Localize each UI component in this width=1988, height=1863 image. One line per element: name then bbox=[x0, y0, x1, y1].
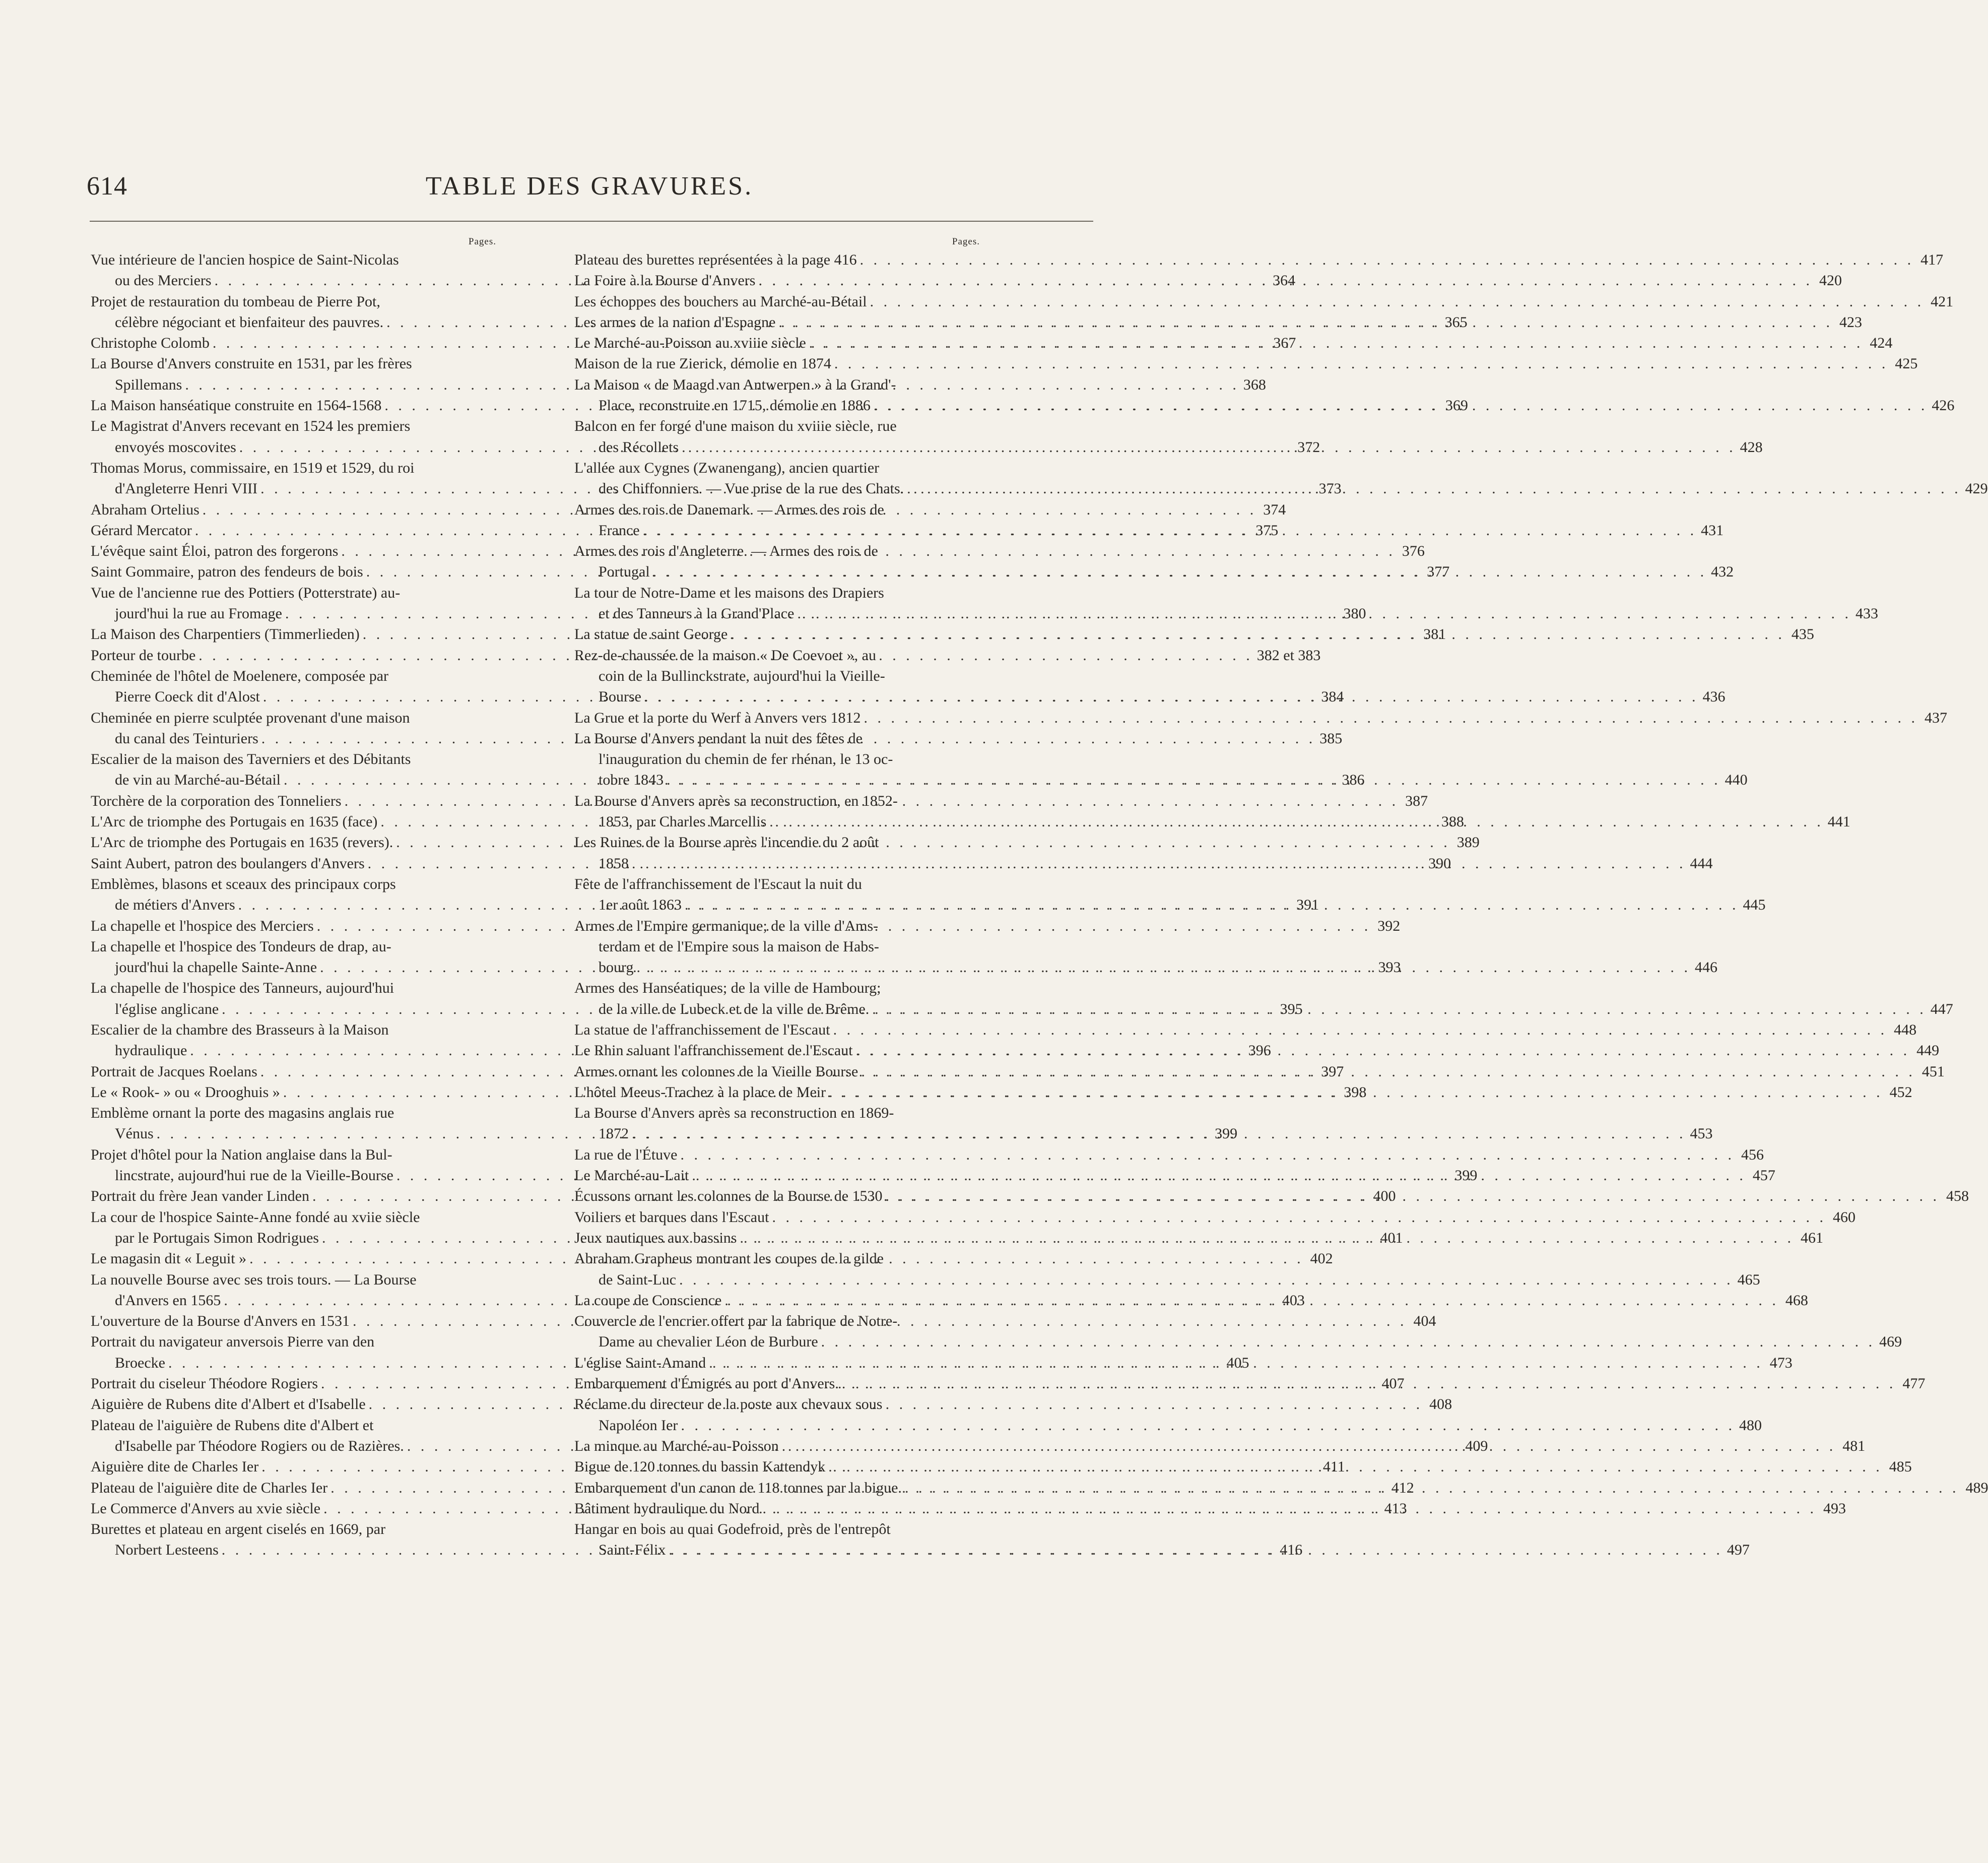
entry-title-line: Cheminée de l'hôtel de Moelenere, composée par bbox=[91, 667, 389, 684]
entry-title-line: 1858 bbox=[599, 855, 629, 872]
dot-leader bbox=[797, 605, 1851, 622]
entry-title-line: du canal des Teinturiers bbox=[115, 730, 258, 747]
dot-leader bbox=[809, 333, 1864, 353]
entry-title-line: Réclame du directeur de la poste aux chevaux sous bbox=[574, 1396, 883, 1413]
dot-leader bbox=[834, 353, 1889, 374]
page-ref: 451 bbox=[1921, 1063, 1945, 1080]
entry-title-line: de Saint-Luc bbox=[599, 1271, 677, 1288]
entry-title-line: France bbox=[599, 522, 640, 539]
page-ref: 460 bbox=[1832, 1208, 1856, 1226]
page-title: TABLE DES GRAVURES. bbox=[425, 172, 754, 201]
entry-title-line: Le Marché-au-Poisson au xviiie siècle bbox=[574, 335, 806, 352]
page-ref: 431 bbox=[1701, 522, 1724, 539]
entry-last-line bbox=[574, 249, 1944, 270]
dot-leader bbox=[778, 312, 1833, 333]
entry-title-line: Les Ruines de la Bourse après l'incendie du 2 août bbox=[574, 834, 879, 851]
entry-title-line: La tour de Notre-Dame et les maisons des Drapiers bbox=[574, 584, 884, 601]
list-item bbox=[574, 1144, 1764, 1165]
page-ref: 403 bbox=[1282, 1292, 1305, 1309]
dot-leader bbox=[731, 624, 1785, 645]
entry-title-line: Fête de l'affranchissement de l'Escaut la nuit du bbox=[574, 875, 862, 892]
page-ref: 416 bbox=[1280, 1541, 1303, 1559]
page-ref: 480 bbox=[1739, 1417, 1762, 1434]
entry-title-line: La statue de l'affranchissement de l'Escaut bbox=[574, 1021, 830, 1038]
entry-title-line: bourg bbox=[599, 959, 634, 976]
entry-title-line: d'Isabelle par Théodore Rogiers ou de Razières. bbox=[115, 1437, 404, 1454]
page-ref: 407 bbox=[1381, 1375, 1405, 1392]
entry-title-line: Les armes de la nation d'Espagne bbox=[574, 313, 776, 331]
dot-leader bbox=[821, 1333, 1876, 1350]
page-ref: 399 bbox=[1215, 1125, 1238, 1142]
dot-leader bbox=[828, 1456, 1883, 1477]
entry-title-line: La coupe de Conscience bbox=[574, 1292, 722, 1309]
page-ref: 457 bbox=[1752, 1167, 1775, 1184]
entry-title-line: La cour de l'hospice Sainte-Anne fondé au xviie siècle bbox=[91, 1208, 420, 1226]
entry-title-line: Armes des Hanséatiques; de la ville de Hambourg; bbox=[574, 980, 881, 997]
dot-leader bbox=[636, 959, 1691, 976]
page-ref: 398 bbox=[1344, 1083, 1367, 1101]
page-ref: 445 bbox=[1743, 896, 1766, 914]
entry-title-line: La rue de l'Étuve bbox=[574, 1146, 678, 1163]
page-ref: 497 bbox=[1727, 1541, 1750, 1559]
entry-title-line: Norbert Lesteens bbox=[115, 1541, 219, 1559]
page-ref: 375 bbox=[1255, 522, 1279, 539]
entry-title-line: de la ville de Lubeck et de la ville de Brême. bbox=[599, 1000, 870, 1017]
entry-title-line: 1er août 1863 bbox=[599, 896, 682, 914]
entry-title-line: L'allée aux Cygnes (Zwanengang), ancien quartier bbox=[574, 459, 880, 476]
entry-title-line: Plateau de l'aiguière de Rubens dite d'Albert et bbox=[91, 1417, 374, 1434]
entry-title-line: L'hôtel Meeus-Trachez à la place de Meir bbox=[574, 1083, 826, 1101]
entry-title-line: jourd'hui la rue au Fromage bbox=[115, 605, 282, 622]
entry-title-line: Portrait de Jacques Roelans bbox=[91, 1063, 257, 1080]
entry-title-line: des Chiffonniers. — Vue prise de la rue des Chats. bbox=[599, 480, 904, 497]
entry-title-line: L'Arc de triomphe des Portugais en 1635 (face) bbox=[91, 813, 378, 830]
entry-title-line: d'Angleterre Henri VIII bbox=[115, 480, 258, 497]
page-ref: 368 bbox=[1243, 376, 1266, 393]
dot-leader bbox=[679, 1271, 1734, 1288]
entry-last-line bbox=[574, 1144, 1764, 1165]
dot-leader bbox=[829, 1082, 1883, 1103]
page-ref: 395 bbox=[1280, 1000, 1303, 1017]
entry-title-line: Le Commerce d'Anvers au xvie siècle bbox=[91, 1500, 321, 1517]
entry-last-line bbox=[574, 1331, 1902, 1352]
page-ref: 452 bbox=[1889, 1083, 1912, 1101]
page-ref: 485 bbox=[1889, 1458, 1912, 1475]
page-ref: 381 bbox=[1423, 626, 1446, 643]
entry-title-line: La Maison « de Maagd van Antwerpen » à la Grand'- bbox=[574, 376, 896, 393]
dot-leader bbox=[762, 1498, 1817, 1519]
entry-title-line: Cheminée en pierre sculptée provenant d'une maison bbox=[91, 709, 410, 726]
dot-leader bbox=[724, 1290, 1779, 1311]
page-ref: 432 bbox=[1711, 563, 1734, 581]
entry-title-line: Abraham Ortelius bbox=[91, 501, 200, 518]
entry-title-line: Embarquement d'un canon de 118 tonnes par la bigue. bbox=[574, 1479, 902, 1496]
entry-title-line: coin de la Bullinckstrate, aujourd'hui la Vieille- bbox=[599, 667, 885, 684]
dot-leader bbox=[907, 480, 1961, 497]
entry-title-line: envoyés moscovites bbox=[115, 438, 236, 456]
page-ref: 408 bbox=[1429, 1396, 1452, 1413]
entry-title-line: La Bourse d'Anvers pendant la nuit des fêtes de bbox=[574, 730, 863, 747]
entry-title-line: Vue intérieure de l'ancien hospice de Saint-Nicolas bbox=[91, 251, 399, 268]
entry-title-line: Burettes et plateau en argent ciselés en 1669, par bbox=[91, 1521, 386, 1538]
page-ref: 421 bbox=[1931, 293, 1954, 310]
page-ref: 465 bbox=[1737, 1271, 1760, 1288]
dot-leader bbox=[842, 1373, 1896, 1394]
dot-leader bbox=[856, 1040, 1910, 1061]
pages-label: Pages. bbox=[468, 236, 496, 247]
entry-title-line: Christophe Colomb bbox=[91, 335, 210, 352]
entry-title-line: 1872 bbox=[599, 1125, 629, 1142]
entry-title-line: La Grue et la porte du Werf à Anvers vers 1812 bbox=[574, 709, 861, 726]
entry-title-line: La statue de saint George bbox=[574, 626, 728, 643]
page-ref: 384 bbox=[1321, 688, 1344, 705]
entry-title-line: Aiguière de Rubens dite d'Albert et d'Isabelle bbox=[91, 1396, 366, 1413]
entry-title-line: Saint Aubert, patron des boulangers d'Anvers bbox=[91, 855, 365, 872]
list-item bbox=[574, 1207, 1856, 1228]
page-ref: 392 bbox=[1377, 917, 1401, 934]
entry-title-line: Le Rhin saluant l'affranchissement de l'Escaut bbox=[574, 1042, 853, 1059]
page-ref: 413 bbox=[1384, 1500, 1407, 1517]
entry-title-line: La Bourse d'Anvers après sa reconstruction en 1869- bbox=[574, 1105, 894, 1122]
page-ref: 401 bbox=[1380, 1229, 1403, 1246]
page-ref: 446 bbox=[1694, 959, 1717, 976]
dot-leader bbox=[870, 291, 1925, 312]
page-ref: 369 bbox=[1445, 397, 1468, 414]
entry-title-line: Place, reconstruite en 1715, démolie en 1886 bbox=[599, 397, 871, 414]
page-ref: 440 bbox=[1725, 772, 1748, 789]
entry-title-line: Pierre Coeck dit d'Alost bbox=[115, 688, 260, 705]
entry-title-line: jourd'hui la chapelle Sainte-Anne bbox=[115, 959, 317, 976]
entry-title-line: Portugal bbox=[599, 563, 650, 581]
dot-leader bbox=[905, 1477, 1959, 1498]
entry-title-line: ou des Merciers bbox=[115, 272, 212, 289]
entry-title-line: tobre 1843 bbox=[599, 772, 664, 789]
list-item bbox=[574, 1019, 1917, 1040]
page-ref: 458 bbox=[1946, 1188, 1969, 1205]
entry-title-line: Dame au chevalier Léon de Burbure bbox=[599, 1333, 818, 1351]
entry-title-line: Bâtiment hydraulique du Nord bbox=[574, 1500, 760, 1517]
page-ref: 425 bbox=[1895, 355, 1918, 372]
entry-title-line: terdam et de l'Empire sous la maison de Habs- bbox=[599, 938, 879, 955]
entry-title-line: La Foire à la Bourse d'Anvers bbox=[574, 272, 756, 289]
page-ref: 489 bbox=[1965, 1479, 1988, 1496]
page-ref: 411 bbox=[1322, 1458, 1345, 1475]
page-ref: 380 bbox=[1343, 605, 1366, 622]
entry-title-line: Jeux nautiques aux bassins bbox=[574, 1229, 737, 1246]
list-item bbox=[574, 708, 1948, 728]
dot-leader bbox=[682, 439, 1736, 456]
list-item bbox=[574, 291, 1954, 312]
entry-title-line: de vin au Marché-au-Bétail bbox=[115, 772, 281, 789]
entry-title-line: Couvercle de l'encrier offert par la fabrique de Notre- bbox=[574, 1313, 898, 1330]
page-ref: 386 bbox=[1342, 772, 1365, 789]
entry-title-line: lincstrate, aujourd'hui rue de la Vieille-Bourse bbox=[115, 1167, 393, 1184]
dot-leader bbox=[685, 896, 1739, 913]
dot-leader bbox=[632, 855, 1686, 872]
entry-title-line: Napoléon Ier bbox=[599, 1417, 678, 1434]
entry-title-line: Armes des rois de Danemark. — Armes des rois de bbox=[574, 501, 884, 518]
dot-leader bbox=[709, 1353, 1763, 1373]
entry-title-line: Maison de la rue Zierick, démolie en 1874 bbox=[574, 355, 831, 372]
page-ref: 373 bbox=[1318, 480, 1342, 497]
entry-title-line: L'ouverture de la Bourse d'Anvers en 1531 bbox=[91, 1313, 350, 1330]
entry-title-line: Bigue de 120 tonnes du bassin Kattendyk bbox=[574, 1458, 826, 1475]
page-ref: 473 bbox=[1769, 1354, 1793, 1371]
entry-title-line: Armes ornant les colonnes de la Vieille Bourse bbox=[574, 1063, 858, 1080]
entry-title-line: Broecke bbox=[115, 1354, 165, 1371]
entry-title-line: l'inauguration du chemin de fer rhénan, le 13 oc- bbox=[599, 751, 893, 768]
dot-leader bbox=[653, 563, 1707, 580]
entry-title-line: d'Anvers en 1565 bbox=[115, 1292, 221, 1309]
page-ref: 372 bbox=[1297, 438, 1320, 456]
header-rule bbox=[90, 221, 1093, 222]
entry-title-line: Armes des rois d'Angleterre. — Armes des rois de bbox=[574, 543, 878, 560]
entry-title-line: La minque au Marché-au-Poisson bbox=[574, 1437, 779, 1454]
dot-leader bbox=[769, 813, 1824, 830]
entry-title-line: La chapelle et l'hospice des Tondeurs de drap, au- bbox=[91, 938, 391, 955]
page-ref: 404 bbox=[1413, 1313, 1436, 1330]
entry-title-line: Armes de l'Empire germanique; de la ville d'Ams- bbox=[574, 917, 879, 934]
page-ref: 391 bbox=[1296, 896, 1319, 914]
page-ref: 397 bbox=[1321, 1063, 1344, 1080]
entry-last-line bbox=[574, 291, 1954, 312]
entry-title-line: Saint-Félix bbox=[599, 1541, 666, 1559]
page-ref: 424 bbox=[1870, 335, 1893, 352]
dot-leader bbox=[644, 688, 1699, 705]
entry-last-line bbox=[574, 1207, 1856, 1228]
dot-leader bbox=[874, 397, 1928, 414]
page-ref: 469 bbox=[1879, 1333, 1902, 1351]
dot-leader bbox=[758, 270, 1813, 291]
entry-title-line: Plateau de l'aiguière dite de Charles Ier bbox=[91, 1479, 328, 1496]
entry-title-line: Saint Gommaire, patron des fendeurs de bois bbox=[91, 563, 363, 581]
entry-title-line: Abraham Grapheus montrant les coupes de la gilde bbox=[574, 1250, 884, 1267]
page-ref: 377 bbox=[1427, 563, 1450, 581]
entry-title-line: La Bourse d'Anvers construite en 1531, par les frères bbox=[91, 355, 412, 372]
entry-title-line: Porteur de tourbe bbox=[91, 647, 196, 664]
entry-title-line: La nouvelle Bourse avec ses trois tours. — La Bourse bbox=[91, 1271, 417, 1288]
entry-title-line: L'Arc de triomphe des Portugais en 1635 (revers). bbox=[91, 834, 393, 851]
entry-title-line: La Bourse d'Anvers après sa reconstruction, en 1852- bbox=[574, 792, 898, 809]
entry-title-line: Emblème ornant la porte des magasins anglais rue bbox=[91, 1105, 394, 1122]
dot-leader bbox=[680, 1144, 1735, 1165]
page-ref: 389 bbox=[1456, 834, 1480, 851]
page-ref: 481 bbox=[1842, 1437, 1866, 1454]
page-ref: 390 bbox=[1428, 855, 1451, 872]
page-ref: 385 bbox=[1319, 730, 1343, 747]
dot-leader bbox=[861, 1061, 1915, 1082]
entry-title-line: Gérard Mercator bbox=[91, 522, 192, 539]
dot-leader bbox=[782, 1436, 1836, 1456]
page-ref: 393 bbox=[1378, 959, 1401, 976]
entry-title-line: Hangar en bois au quai Godefroid, près de l'entrepôt bbox=[574, 1521, 891, 1538]
page-ref: 477 bbox=[1902, 1375, 1926, 1392]
dot-leader bbox=[772, 1207, 1826, 1228]
entry-title-line: Emblèmes, blasons et sceaux des principaux corps bbox=[91, 875, 396, 892]
entry-title-line: Les échoppes des bouchers au Marché-au-Bétail bbox=[574, 293, 867, 310]
entry-title-line: Portrait du frère Jean vander Linden bbox=[91, 1188, 309, 1205]
page-ref: 402 bbox=[1310, 1250, 1333, 1267]
entry-title-line: 1853, par Charles Marcellis bbox=[599, 813, 767, 830]
entry-title-line: Escalier de la maison des Taverniers et des Débitants bbox=[91, 751, 411, 768]
page-ref: 437 bbox=[1925, 709, 1948, 726]
page-ref: 448 bbox=[1894, 1021, 1917, 1038]
page-ref: 436 bbox=[1702, 688, 1726, 705]
page-ref: 423 bbox=[1839, 313, 1862, 331]
page-ref: 400 bbox=[1373, 1188, 1396, 1205]
entry-title-line: hydraulique bbox=[115, 1042, 187, 1059]
entry-last-line bbox=[574, 708, 1948, 728]
entry-title-line: Vénus bbox=[115, 1125, 154, 1142]
page-ref: 428 bbox=[1740, 438, 1763, 456]
entry-title-line: l'église anglicane bbox=[115, 1000, 219, 1017]
dot-leader bbox=[740, 1228, 1794, 1248]
page-ref: 367 bbox=[1273, 335, 1296, 352]
dot-leader bbox=[692, 1165, 1746, 1186]
pages-label: Pages. bbox=[952, 236, 980, 247]
entry-title-line: Torchère de la corporation des Tonneliers bbox=[91, 792, 342, 809]
page-ref: 441 bbox=[1827, 813, 1850, 830]
entry-last-line bbox=[574, 353, 1918, 374]
entry-title-line: L'évêque saint Éloi, patron des forgerons bbox=[91, 543, 339, 560]
dot-leader bbox=[632, 1125, 1686, 1142]
page-ref: 429 bbox=[1965, 480, 1988, 497]
entry-title-line: Le Marché-au-Lait bbox=[574, 1167, 689, 1184]
page-ref: 382 et 383 bbox=[1256, 647, 1321, 664]
page-ref: 405 bbox=[1226, 1354, 1249, 1371]
dot-leader bbox=[643, 522, 1697, 539]
page-ref: 449 bbox=[1916, 1042, 1940, 1059]
dot-leader bbox=[669, 1541, 1723, 1558]
page-ref: 365 bbox=[1444, 313, 1468, 331]
page-ref: 412 bbox=[1391, 1479, 1414, 1496]
entry-title-line: Vue de l'ancienne rue des Pottiers (Potterstrate) au- bbox=[91, 584, 401, 601]
entry-title-line: Embarquement d'Émigrés au port d'Anvers. bbox=[574, 1375, 839, 1392]
page-ref: 426 bbox=[1932, 397, 1955, 414]
entry-title-line: Voiliers et barques dans l'Escaut bbox=[574, 1208, 769, 1226]
dot-leader bbox=[681, 1417, 1735, 1434]
page-ref: 493 bbox=[1823, 1500, 1846, 1517]
entry-title-line: et des Tanneurs à la Grand'Place bbox=[599, 605, 794, 622]
list-item bbox=[574, 353, 1918, 374]
entry-title-line: Spillemans bbox=[115, 376, 182, 393]
entry-title-line: célèbre négociant et bienfaiteur des pauvres. bbox=[115, 313, 384, 331]
entry-title-line: Écussons ornant les colonnes de la Bourse de 1530 bbox=[574, 1188, 883, 1205]
page-ref: 435 bbox=[1791, 626, 1814, 643]
entry-title-line: Le magasin dit « Leguit » bbox=[91, 1250, 247, 1267]
entry-title-line: La chapelle et l'hospice des Merciers bbox=[91, 917, 314, 934]
entry-title-line: Portrait du ciseleur Théodore Rogiers bbox=[91, 1375, 318, 1392]
page-ref: 461 bbox=[1800, 1229, 1823, 1246]
entry-title-line: Projet de restauration du tombeau de Pierre Pot, bbox=[91, 293, 380, 310]
dot-leader bbox=[872, 1001, 1927, 1017]
page-ref: 396 bbox=[1248, 1042, 1271, 1059]
entry-title-line: des Récollets bbox=[599, 438, 679, 456]
page-ref: 374 bbox=[1263, 501, 1286, 518]
dot-leader bbox=[886, 1186, 1940, 1206]
entry-last-line bbox=[574, 1019, 1917, 1040]
entry-title-line: L'église Saint-Amand bbox=[574, 1354, 706, 1371]
page-ref: 433 bbox=[1855, 605, 1878, 622]
page-ref: 387 bbox=[1405, 792, 1428, 809]
page-ref: 376 bbox=[1402, 543, 1425, 560]
dot-leader bbox=[860, 249, 1914, 270]
page-ref: 468 bbox=[1785, 1292, 1808, 1309]
entry-title-line: Escalier de la chambre des Brasseurs à la Maison bbox=[91, 1021, 389, 1038]
entry-title-line: Projet d'hôtel pour la Nation anglaise dans la Bul- bbox=[91, 1146, 392, 1163]
page-ref: 444 bbox=[1690, 855, 1713, 872]
page-ref: 399 bbox=[1454, 1167, 1478, 1184]
page-ref: 453 bbox=[1690, 1125, 1713, 1142]
dot-leader bbox=[667, 772, 1721, 788]
page-number: 614 bbox=[87, 172, 127, 201]
entry-title-line: Rez-de-chaussée de la maison « De Coevoet », au bbox=[574, 647, 876, 664]
entry-title-line: par le Portugais Simon Rodrigues bbox=[115, 1229, 319, 1246]
page-ref: 364 bbox=[1273, 272, 1296, 289]
entry-title-line: La chapelle de l'hospice des Tanneurs, aujourd'hui bbox=[91, 980, 394, 997]
entry-title-line: Le Magistrat d'Anvers recevant en 1524 les premiers bbox=[91, 418, 411, 435]
page-ref: 456 bbox=[1741, 1146, 1764, 1163]
entry-title-line: Bourse bbox=[599, 688, 641, 705]
entry-title-line: Thomas Morus, commissaire, en 1519 et 1529, du roi bbox=[91, 459, 415, 476]
entry-title-line: de métiers d'Anvers bbox=[115, 896, 235, 914]
entry-title-line: La Maison des Charpentiers (Timmerlieden) bbox=[91, 626, 360, 643]
entry-title-line: Le « Rook- » ou « Drooghuis » bbox=[91, 1083, 280, 1101]
entry-title-line: Plateau des burettes représentées à la page 416 bbox=[574, 251, 857, 268]
page-ref: 420 bbox=[1819, 272, 1842, 289]
page-ref: 417 bbox=[1920, 251, 1944, 268]
list-item bbox=[574, 249, 1944, 270]
page-ref: 447 bbox=[1930, 1000, 1953, 1017]
entry-title-line: Aiguière dite de Charles Ier bbox=[91, 1458, 259, 1475]
dot-leader bbox=[864, 708, 1918, 728]
entry-last-line bbox=[574, 1269, 1760, 1290]
entry-title-line: Balcon en fer forgé d'une maison du xviiie siècle, rue bbox=[574, 418, 897, 435]
entry-last-line bbox=[574, 1415, 1762, 1436]
page-ref: 409 bbox=[1465, 1437, 1488, 1454]
dot-leader bbox=[833, 1019, 1888, 1040]
entry-title-line: La Maison hanséatique construite en 1564-1568 bbox=[91, 397, 382, 414]
entry-title-line: Portrait du navigateur anversois Pierre van den bbox=[91, 1333, 375, 1351]
page-ref: 388 bbox=[1441, 813, 1464, 830]
